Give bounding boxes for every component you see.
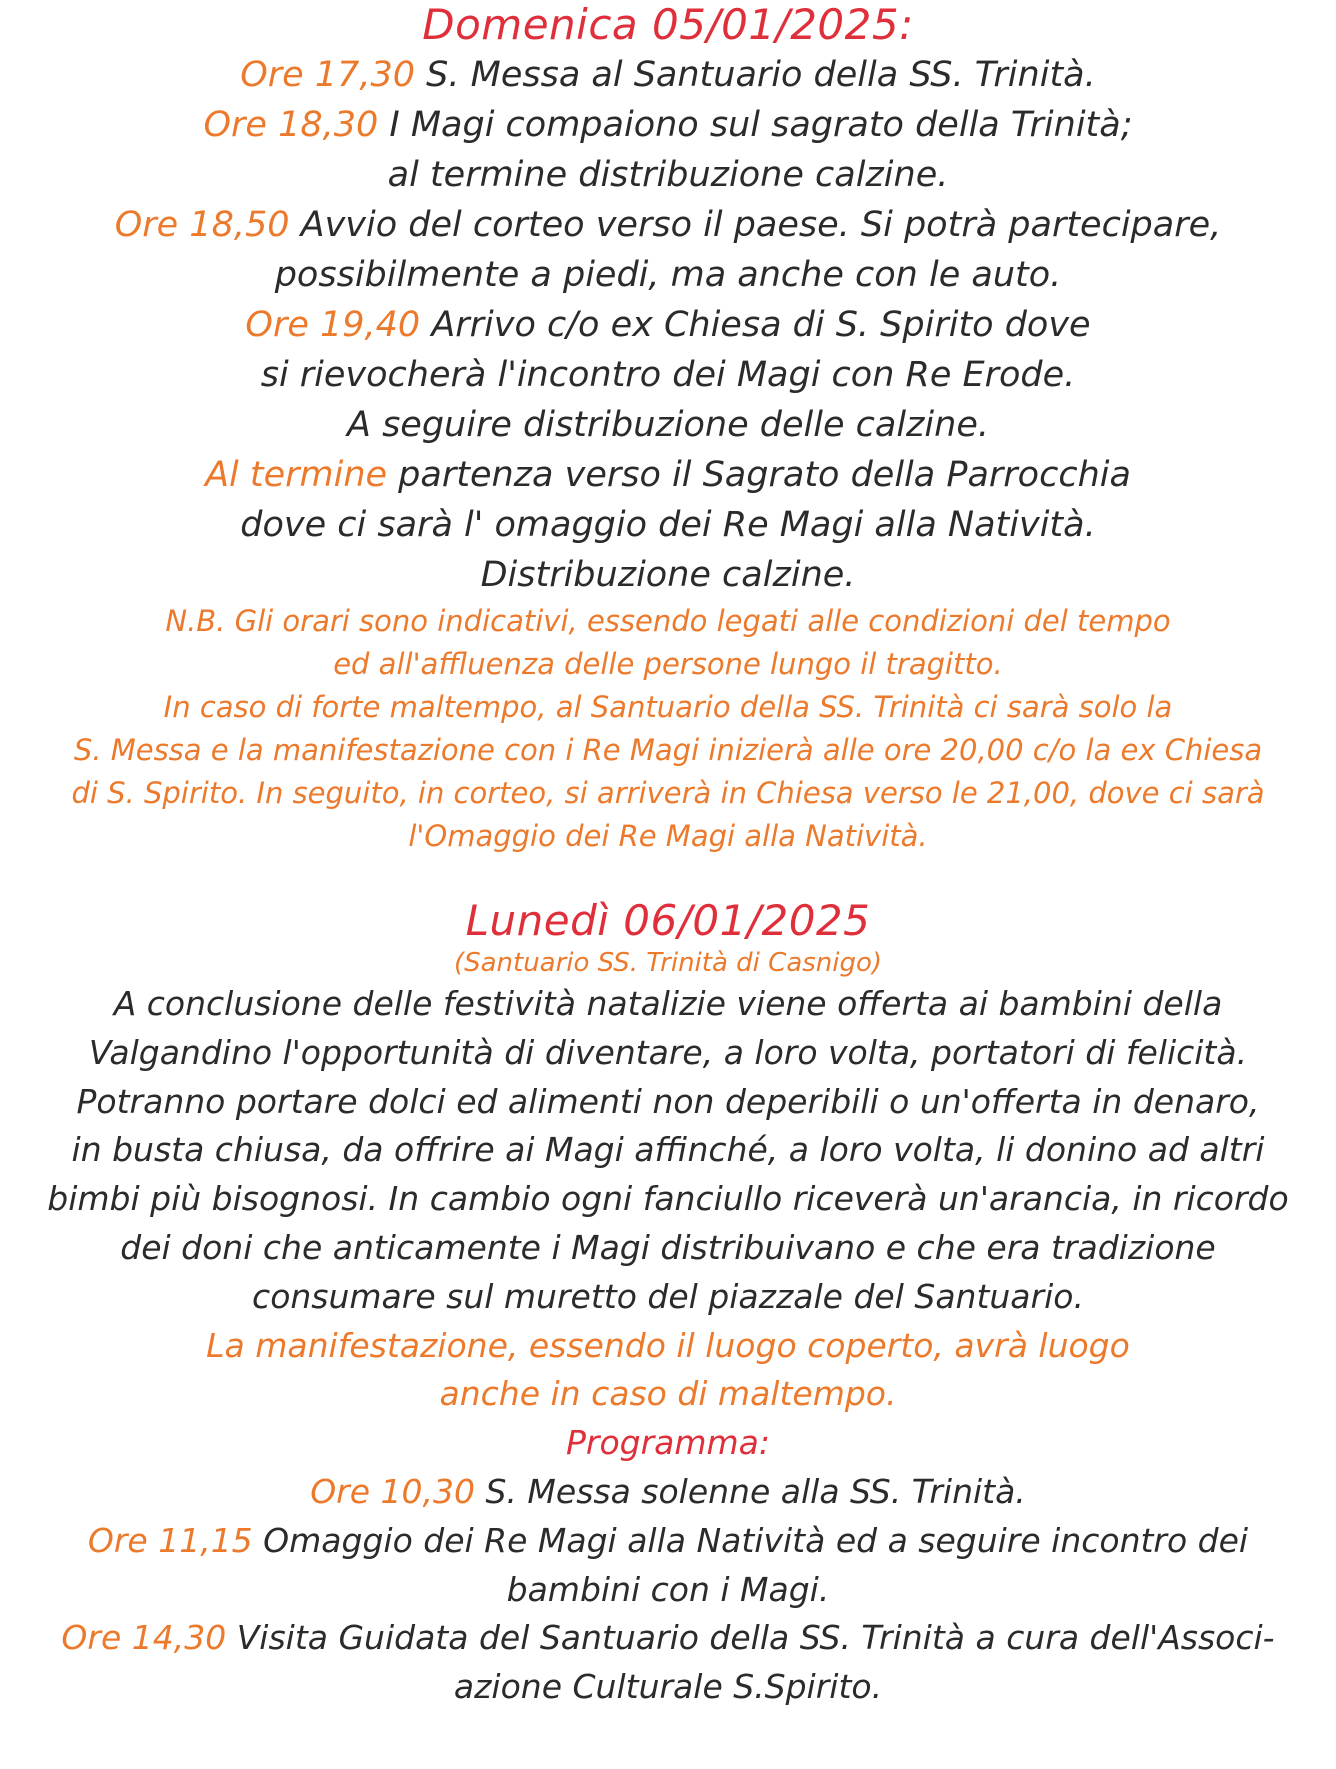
- note-line: S. Messa e la manifestazione con i Re Magi inizierà alle ore 20,00 c/o la ex Chiesa: [73, 733, 1263, 767]
- paragraph-line: Valgandino l'opportunità di diventare, a loro volta, portatori di felicità.: [88, 1032, 1248, 1072]
- schedule-line: [0, 150, 1336, 200]
- time-label: Ore 18,30: [203, 105, 379, 145]
- note-line: ed all'affluenza delle persone lungo il tragitto.: [333, 647, 1003, 681]
- program-text: Visita Guidata del Santuario della SS. Trinità a cura dell'Associ-: [226, 1618, 1275, 1658]
- note-line: N.B. Gli orari sono indicativi, essendo legati alle condizioni del tempo: [165, 604, 1171, 638]
- schedule-text: S. Messa al Santuario della SS. Trinità.: [415, 55, 1096, 95]
- time-label: Ore 11,15: [87, 1520, 253, 1560]
- schedule-line: [0, 300, 1336, 350]
- schedule-line: [0, 400, 1336, 450]
- schedule-text: I Magi compaiono sul sagrato della Trinità;: [378, 105, 1133, 145]
- paragraph-line: dei doni che anticamente i Magi distribuivano e che era tradizione: [120, 1227, 1216, 1267]
- paragraph-line: Potranno portare dolci ed alimenti non deperibili o un'offerta in denaro,: [76, 1081, 1260, 1121]
- schedule-text: dove ci sarà l' omaggio dei Re Magi alla Natività.: [240, 505, 1096, 545]
- section-domenica: [0, 0, 1336, 858]
- time-label: Ore 14,30: [61, 1618, 227, 1658]
- paragraph-line: A conclusione delle festività natalizie viene offerta ai bambini della: [113, 984, 1223, 1023]
- schedule-line: [0, 200, 1336, 250]
- note-line: In caso di forte maltempo, al Santuario della SS. Trinità ci sarà solo la: [163, 690, 1173, 724]
- schedule-line: [0, 500, 1336, 550]
- section-lunedi: [0, 896, 1336, 1712]
- schedule-line: [0, 250, 1336, 300]
- schedule-text: possibilmente a piedi, ma anche con le auto.: [274, 255, 1062, 295]
- time-label: Ore 19,40: [245, 305, 421, 345]
- schedule-text: al termine distribuzione calzine.: [387, 155, 949, 195]
- program-line: [0, 1566, 1336, 1615]
- section-spacer: [0, 858, 1336, 896]
- weather-note-line: anche in caso di maltempo.: [439, 1374, 897, 1414]
- schedule-line: [0, 550, 1336, 600]
- program-text: bambini con i Magi.: [506, 1569, 830, 1609]
- schedule-line: [0, 450, 1336, 500]
- schedule-line: [0, 100, 1336, 150]
- schedule-text: partenza verso il Sagrato della Parrocchia: [387, 455, 1131, 495]
- program-title: Programma:: [565, 1423, 771, 1463]
- program-line: [0, 1517, 1336, 1566]
- weather-note-line: La manifestazione, essendo il luogo coperto, avrà luogo: [206, 1325, 1130, 1365]
- program-text: azione Culturale S.Spirito.: [453, 1667, 883, 1707]
- schedule-text: Avvio del corteo verso il paese. Si potrà partecipare,: [289, 205, 1222, 245]
- paragraph-line: consumare sul muretto del piazzale del Santuario.: [252, 1276, 1084, 1316]
- note-line: l'Omaggio dei Re Magi alla Natività.: [408, 819, 928, 853]
- schedule-text: A seguire distribuzione delle calzine.: [347, 405, 989, 445]
- time-label: Ore 10,30: [310, 1471, 475, 1511]
- schedule-line: [0, 350, 1336, 400]
- program-line: [0, 1663, 1336, 1712]
- program-text: Omaggio dei Re Magi alla Natività ed a seguire incontro dei: [252, 1520, 1249, 1560]
- schedule-line: [0, 50, 1336, 100]
- program-line: [0, 1468, 1336, 1517]
- time-label: Ore 18,50: [114, 205, 290, 245]
- note-line: di S. Spirito. In seguito, in corteo, si arriverà in Chiesa verso le 21,00, dove ci sarà: [71, 776, 1265, 810]
- lunedi-subtitle: (Santuario SS. Trinità di Casnigo): [453, 948, 883, 978]
- program-line: [0, 1614, 1336, 1663]
- paragraph-line: bimbi più bisognosi. In cambio ogni fanciullo riceverà un'arancia, in ricordo: [47, 1179, 1289, 1219]
- schedule-text: Arrivo c/o ex Chiesa di S. Spirito dove: [420, 305, 1091, 345]
- time-label: Ore 17,30: [240, 55, 416, 95]
- domenica-title: Domenica 05/01/2025:: [422, 0, 914, 49]
- schedule-text: si rievocherà l'incontro dei Magi con Re Erode.: [260, 355, 1076, 395]
- schedule-text: Distribuzione calzine.: [480, 555, 856, 595]
- lunedi-title: Lunedì 06/01/2025: [465, 896, 871, 945]
- program-text: S. Messa solenne alla SS. Trinità.: [475, 1471, 1026, 1511]
- time-label: Al termine: [205, 455, 388, 495]
- paragraph-line: in busta chiusa, da offrire ai Magi affinché, a loro volta, li donino ad altri: [71, 1130, 1265, 1170]
